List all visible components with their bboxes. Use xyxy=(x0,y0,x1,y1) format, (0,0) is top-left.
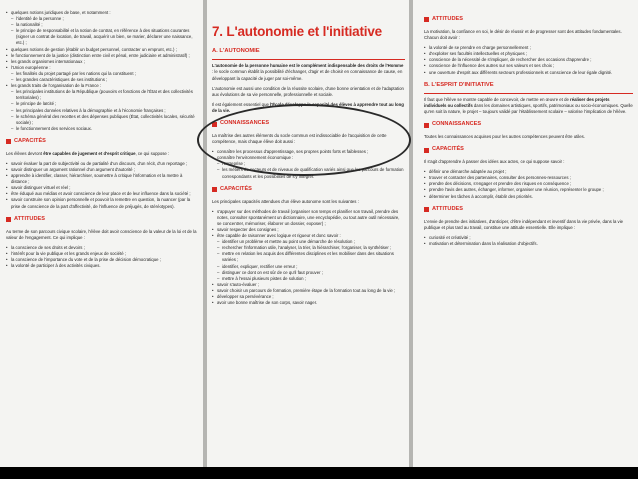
middle-column xyxy=(204,0,410,467)
list-item: • la conscience de ses droits et devoirs ; xyxy=(6,245,199,251)
list-item: • s'appuyer sur des méthodes de travail (organiser son temps et planifier son travail, prendre des notes, consulter spontanément un dictionnaire, une encyclopédie, ou tout autre outil nécessaire, se concentrer, mémoriser, élaborer un dossier, exposer) ; xyxy=(212,209,405,227)
connaissances-list xyxy=(212,149,405,179)
list-item: • le fonctionnement de la justice (distinction entre civil et pénal, entre judiciaire et administratif) ; xyxy=(6,53,199,59)
list-item: • déterminer les tâches à accomplir, établir des priorités. xyxy=(424,194,633,200)
list-item: – les métiers de secteurs et de niveaux de qualification variés ainsi que les parcours de formation correspondants et les possibilités de s'y intégrer. xyxy=(212,167,405,179)
list-item: • prendre des décisions, s'engager et prendre des risques en conséquence ; xyxy=(424,181,633,187)
list-item: • savoir respecter des consignes ; xyxy=(212,227,405,233)
list-item: – identifier un problème et mettre au point une démarche de résolution ; xyxy=(212,239,405,245)
list-item: – la nationalité ; xyxy=(6,22,199,28)
list-item: • la volonté de participer à des activités civiques. xyxy=(6,263,199,269)
left-top-list xyxy=(6,10,199,132)
square-bullet-icon xyxy=(424,148,429,153)
list-item: – les grandes caractéristiques de ses institutions ; xyxy=(6,77,199,83)
list-item: – le principe de laïcité ; xyxy=(6,101,199,107)
list-item: – le schéma général des recettes et des dépenses publiques (État, collectivités locales, sécurité sociale) ; xyxy=(6,114,199,126)
list-item: • apprendre à identifier, classer, hiérarchiser, soumettre à critique l'information et la mettre à distance ; xyxy=(6,173,199,185)
list-item: • connaître les processus d'apprentissage, ses propres points forts et faiblesses ; xyxy=(212,149,405,155)
capacites-intro: Il s'agit d'apprendre à passer des idées aux actes, ce qui suppose savoir : xyxy=(424,159,565,165)
list-item: • curiosité et créativité ; xyxy=(424,235,633,241)
list-item: • l'Union européenne : xyxy=(6,65,199,71)
list-item: • savoir distinguer virtuel et réel ; xyxy=(6,185,199,191)
paragraph: Il faut que l'élève se montre capable de concevoir, de mettre en œuvre et de réaliser des projets individuels ou collectifs dans les domaines artistiques, sportifs, patrimoniaux ou socio-économiques. Quelle qu'en soit la nature, le projet – toujours validé par l'établissement scolaire – valorise l'implication de l'élève. xyxy=(424,96,633,114)
subsection-heading-initiative: B. L'ESPRIT D'INITIATIVE xyxy=(424,81,494,88)
list-item: • les grands organismes internationaux ; xyxy=(6,59,199,65)
page-title: 7. L'autonomie et l'initiative xyxy=(212,24,382,39)
list-item: • conscience de l'influence des autres sur ses valeurs et ses choix ; xyxy=(424,63,633,69)
list-item: – rechercher l'information utile, l'analyser, la trier, la hiérarchiser, l'organiser, la synthétiser ; xyxy=(212,245,405,251)
list-item: • développer sa persévérance ; xyxy=(212,294,405,300)
paragraph: Toutes les connaissances acquises pour les autres compétences peuvent être utiles. xyxy=(424,134,585,140)
list-item: • être capable de raisonner avec logique et rigueur et donc savoir : xyxy=(212,233,405,239)
square-bullet-icon xyxy=(424,17,429,22)
list-item: – les principales données relatives à la démographie et à l'économie françaises ; xyxy=(6,108,199,114)
list-item: – l'entreprise ; xyxy=(212,161,405,167)
list-item: • les grands traits de l'organisation de la France : xyxy=(6,83,199,89)
section-heading-attitudes: ATTITUDES xyxy=(6,216,199,224)
list-item: • la conscience de l'importance du vote et de la prise de décision démocratique ; xyxy=(6,257,199,263)
attitudes-list xyxy=(6,245,199,269)
attitudes-intro: La motivation, la confiance en soi, le désir de réussir et de progresser sont des attitudes fondamentales. Chacun doit avoir : xyxy=(424,28,622,41)
list-item: – mettre en relation les acquis des différentes disciplines et les mobiliser dans des situations variées ; xyxy=(212,251,405,263)
list-item: • connaître l'environnement économique : xyxy=(212,155,405,161)
capacites-intro: Les élèves devront être capables de jugement et d'esprit critique, ce qui suppose : xyxy=(6,150,170,156)
list-item: • une ouverture d'esprit aux différents secteurs professionnels et conscience de leur égale dignité. xyxy=(424,70,633,76)
list-item: • savoir distinguer un argument rationnel d'un argument d'autorité ; xyxy=(6,167,199,173)
list-item: • quelques notions juridiques de base, et notamment : xyxy=(6,10,199,16)
divider xyxy=(212,59,405,60)
section-heading-capacites: CAPACITÉS xyxy=(424,146,633,154)
attitudes-intro: L'envie de prendre des initiatives, d'anticiper, d'être indépendant et inventif dans la vie privée, dans la vie publique et plus tard au travail, constitue une attitude essentielle. Elle implique : xyxy=(424,218,624,230)
list-item: • conscience de la nécessité de s'impliquer, de rechercher des occasions d'apprendre ; xyxy=(424,57,633,63)
list-item: • être éduqué aux médias et avoir conscience de leur place et de leur influence dans la société ; xyxy=(6,191,199,197)
list-item: • savoir construire son opinion personnelle et pouvoir la remettre en question, la nuancer (par la prise de conscience de la part d'affectivité, de l'influence de préjugés, de stéréotypes). xyxy=(6,197,199,209)
list-item: • motivation et détermination dans la réalisation d'objectifs. xyxy=(424,241,633,247)
square-bullet-icon xyxy=(424,207,429,212)
list-item: • définir une démarche adaptée au projet ; xyxy=(424,169,633,175)
capacites-list xyxy=(424,169,633,199)
list-item: • la volonté de se prendre en charge personnellement ; xyxy=(424,45,633,51)
screen-bottom-bar xyxy=(0,467,638,479)
left-column xyxy=(0,0,204,467)
list-item: • savoir évaluer la part de subjectivité ou de partialité d'un discours, d'un récit, d'un reportage ; xyxy=(6,161,199,167)
connaissances-intro: La maîtrise des autres éléments du socle commun est indissociable de l'acquisition de cette compétence, mais chaque élève doit aussi : xyxy=(212,132,387,145)
list-item: – le principe de responsabilité et la notion de contrat, en référence à des situations courantes (signer un contrat de location, de travail, acquérir un bien, se marier, déclarer une naissance, etc.) ; xyxy=(6,28,199,46)
list-item: • savoir choisir un parcours de formation, première étape de la formation tout au long de la vie ; xyxy=(212,288,405,294)
list-item: • quelques notions de gestion (établir un budget personnel, contracter un emprunt, etc.) ; xyxy=(6,47,199,53)
square-bullet-icon xyxy=(212,122,217,127)
section-heading-connaissances: CONNAISSANCES xyxy=(212,120,405,128)
square-bullet-icon xyxy=(424,123,429,128)
list-item: – le fonctionnement des services sociaux. xyxy=(6,126,199,132)
attitudes-intro: Au terme de son parcours civique scolaire, l'élève doit avoir conscience de la valeur de la loi et de la valeur de l'engagement. Ce qui implique : xyxy=(6,228,197,240)
square-bullet-icon xyxy=(6,217,11,222)
page-gutter xyxy=(409,0,413,467)
capacites-list xyxy=(212,209,405,307)
attitudes-list xyxy=(424,235,633,247)
section-heading-capacites: CAPACITÉS xyxy=(212,186,405,194)
paragraph: Il est également essentiel que l'École développe la capacité des élèves à apprendre tout au long de la vie. xyxy=(212,101,404,113)
section-heading-connaissances: CONNAISSANCES xyxy=(424,121,633,129)
paragraph: L'autonomie de la personne humaine est le complément indispensable des droits de l'Homme : le socle commun établit la possibilité d'échanger, d'agir et de choisir en connaissance de cause, en développant la capacité de juger par soi-même. xyxy=(212,63,404,81)
list-item: • d'exploiter ses facultés intellectuelles et physiques ; xyxy=(424,51,633,57)
list-item: • savoir s'auto-évaluer ; xyxy=(212,282,405,288)
attitudes-list xyxy=(424,45,633,75)
highlighted-paragraph: L'autonomie est aussi une condition de la réussite scolaire, d'une bonne orientation et de l'adaptation aux évolutions de sa vie personnelle, professionnelle et sociale. xyxy=(212,85,404,97)
list-item: – les principales institutions de la République (pouvoirs et fonctions de l'État et des collectivités territoriales) ; xyxy=(6,89,199,101)
capacites-list xyxy=(6,161,199,210)
subsection-heading-autonomie: A. L'AUTONOMIE xyxy=(212,48,260,55)
list-item: – mettre à l'essai plusieurs pistes de solution ; xyxy=(212,276,405,282)
right-column xyxy=(410,0,638,467)
square-bullet-icon xyxy=(6,139,11,144)
list-item: • trouver et contacter des partenaires, consulter des personnes-ressources ; xyxy=(424,175,633,181)
page-gutter xyxy=(203,0,207,467)
list-item: – les finalités du projet partagé par les nations qui la constituent ; xyxy=(6,71,199,77)
square-bullet-icon xyxy=(212,187,217,192)
capacites-intro: Les principales capacités attendues d'un élève autonome sont les suivantes : xyxy=(212,198,359,204)
list-item: • avoir une bonne maîtrise de son corps, savoir nager. xyxy=(212,300,405,306)
list-item: – distinguer ce dont on est sûr de ce qu'il faut prouver ; xyxy=(212,270,405,276)
list-item: • prendre l'avis des autres, échanger, informer, organiser une réunion, représenter le groupe ; xyxy=(424,187,633,193)
divider xyxy=(424,93,633,94)
list-item: – l'identité de la personne ; xyxy=(6,16,199,22)
list-item: • l'intérêt pour la vie publique et les grands enjeux de société ; xyxy=(6,251,199,257)
section-heading-attitudes: ATTITUDES xyxy=(424,206,633,214)
section-heading-capacites: CAPACITÉS xyxy=(6,138,199,146)
section-heading-attitudes: ATTITUDES xyxy=(424,16,633,24)
list-item: – identifier, expliquer, rectifier une erreur ; xyxy=(212,264,405,270)
